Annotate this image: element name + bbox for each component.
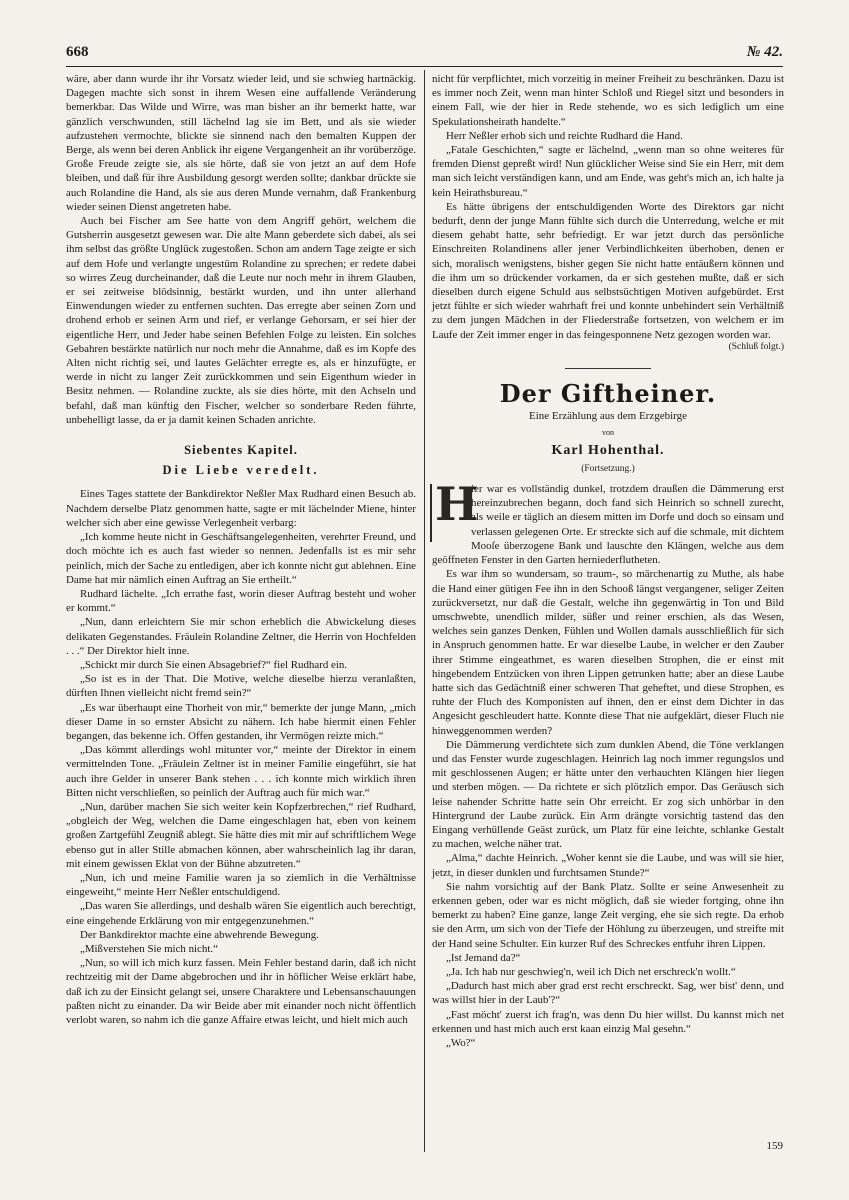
paragraph: Rudhard lächelte. „Ich errathe fast, worin dieser Auftrag besteht und woher er kommt.“ [66, 587, 416, 615]
continuation-note: (Schluß folgt.) [728, 341, 784, 352]
paragraph: „Schickt mir durch Sie einen Absagebrief?“ fiel Rudhard ein. [80, 658, 348, 671]
paragraph: „Ist Jemand da?“ [446, 951, 521, 964]
story-first-paragraph [432, 477, 784, 567]
paragraph: „Es war überhaupt eine Thorheit von mir,“ bemerkte der junge Mann, „mich dieser Dame in so ernster Absicht zu nähern. Ich habe hiermit einen Fehler begangen, das bekenne ich. Offen gestanden, ihr Vermögen reizte mich.“ [66, 701, 416, 742]
paragraph: „Dadurch hast mich aber grad erst recht erschreckt. Sag, wer bist' denn, und was willst hier in der Laub'?“ [432, 980, 784, 1007]
chapter-subheading: Die Liebe veredelt. [162, 463, 320, 478]
paragraph: „So ist es in der That. Die Motive, welche dieselbe hierzu veranlaßten, dürften Ihnen vielleicht nicht fremd sein?“ [66, 673, 416, 700]
paragraph: Auch bei Fischer am See hatte von dem Angriff gehört, welchem die Gutsherrin ausgesetzt gewesen war. Die alte Mann geberdete sich dabei, als sei ihm selbst das größte Unglück zugestoßen. Schon am andern Tage zeigte er sich auf dem Hofe und verlangte ungestüm Rolandine zu sprechen; er redete dabei so wirres Zeug durcheinander, daß die Leute nur noch mehr in ihrem Glauben, er sei zeitweise blödsinnig, bestärkt wurden, und ihn unter allerhand Einwendungen wieder zu entfernen suchten. Das erregte aber seinen Zorn und drohend erhob er seinen Arm und rief, er verlange Gehorsam, er sei hier der eigentliche Herr, und Jeder habe seinen Befehlen Folge zu leisten. Ein solches Gebahren bestärkte natürlich nur noch mehr die Annahme, daß es im Kopfe des Alten nicht richtig sei, und lautes Gelächter erregte es, als er hinzufügte, er werde in nicht zu langer Zeit zurückkommen und sein Eigenthum wieder in Besitz nehmen. — Rolandine zuckte, als sie dies hörte, mit den Achseln und befahl, daß man künftig den Fischer, welcher so sonderbare Reden führte, unbehelligt lasse, da er ja damit keinen Schaden anrichte. [66, 215, 416, 426]
paragraph: „Nun, dann erleichtern Sie mir schon erheblich die Abwickelung dieses delikaten Gegenstandes. Fräulein Rolandine Zeltner, die Herrin von Hochfelden . . .“ Der Direktor hielt inne. [66, 616, 416, 657]
paragraph: Es war ihm so wundersam, so traum-, so märchenartig zu Muthe, als habe die Hand einer gütigen Fee ihn in den Schooß längst vergangener, seliger Zeiten zurückversetzt, nur daß die Gestalt, welche ihn gegenwärtig in Ton und Bild umschwebte, unendlich milder, süßer und reiner erschien, als das Wesen, welches sein ganzes Denken, Fühlen und Wollen damals ausschließlich für sich in Anspruch genommen hatte. Er war dieselbe Laube, in welcher er den Zauber ihrer Stimme eingeathmet, es waren dieselben Strophen, die er einst mit hingebendem Entzücken von ihren Lippen getrunken hatte; aber an diese Laube hatte sich das Gedächtniß einer schweren That geheftet, und diese Strophen, es ruhte der Fluch des Komponisten auf ihnen, den er einst dem Dichter in das Angesicht geschleudert hatte. Konnte diese That nie aufgeklärt, dieser Fluch nie hinweggenommen werden? [432, 568, 784, 737]
page-header [66, 44, 783, 66]
paragraph: Die Dämmerung verdichtete sich zum dunklen Abend, die Töne verklangen und das Fenster wurde zugeschlagen. Heinrich lag noch immer regungslos und mit geschlossenen Augen; er hätte unter den verhauchten Klängen hier liegen und sterben mögen. — Da richtete er sich plötzlich empor. Das Geräusch sich leise nahender Schritte hatte sein Ohr erreicht. Er zog sich unhörbar in den Hintergrund der Laube zurück. Ein Arm drängte vorsichtig tastend das den Eingang verhüllende Geäst zurück, um Platz für eine leichte, schlanke Gestalt zu machen, welche näher trat. [432, 738, 784, 851]
chapter-heading: Siebentes Kapitel. [184, 443, 298, 458]
paragraph: Eines Tages stattete der Bankdirektor Neßler Max Rudhard einen Besuch ab. Nachdem derselbe Platz genommen hatte, sagte er mit lächelnder Miene, hinter welcher sich aber eine gewisse Verlegenheit verbarg: [66, 488, 416, 529]
paragraph: „Wo?“ [446, 1037, 476, 1049]
issue-number: № 42. [746, 44, 783, 60]
story-continuation-label: (Fortsetzung.) [581, 463, 635, 474]
paragraph: „Mißverstehen Sie mich nicht.“ [80, 942, 218, 955]
paragraph: wäre, aber dann wurde ihr ihr Vorsatz wieder leid, und sie schwieg hartnäckig. Dagegen machte sich sonst in ihrem Wesen eine auffallende Veränderung bemerkbar. Das Wilde und Wirre, was man bisher an ihr bemerkt hatte, war gänzlich verschwunden, still lächelnd lag sie im Bett, und als sie wieder aufzustehen vermochte, blickte sie sinnend nach den bemalten Kuppen der Berge, als wenn bei deren Anblick ihr eigene Vergangenheit an ihr vorüberzöge. Große Freude zeigte sie, als sie hörte, daß sie von jetzt an auf dem Hofe bleiben, und daß für ihre Ausbildung gesorgt werden sollte; dankbar drückte sie auch Rolandine die Hand, als sie aus deren Munde vernahm, daß Frankenburg wieder seinen Dienst angetreten habe. [66, 73, 416, 213]
footer-page-number: 159 [766, 1140, 783, 1152]
story-subtitle: Eine Erzählung aus dem Erzgebirge [528, 410, 687, 423]
column-divider [424, 70, 425, 1152]
paragraph: Herr Neßler erhob sich und reichte Rudhard die Hand. [446, 129, 683, 142]
paragraph: nicht für verpflichtet, mich vorzeitig in meiner Freiheit zu beschränken. Dazu ist es immer noch Zeit, wenn man hinter Schloß und Riegel sitzt und besonders in einem Fall, wie der hier in Rede stehende, wo es sich lediglich um eine Spekulationsheirath handelte.“ [432, 73, 784, 128]
paragraph: „Fast möcht' zuerst ich frag'n, was denn Du hier willst. Du kannst mich net erkennen und hast mich auch erst kaan einzig Mal gesehn.“ [432, 1008, 784, 1035]
left-column [66, 72, 416, 1027]
paragraph: „Das waren Sie allerdings, und deshalb wären Sie eigentlich auch berechtigt, eine eingehende Erklärung von mir entgegenzunehmen.“ [66, 900, 416, 927]
story-first-paragraph-text: ier war es vollständig dunkel, trotzdem draußen die Dämmerung erst hereinzubrechen begann, doch fand sich Heinrich so schnell zurecht, als weile er täglich an diesem mitten im Dorfe und doch so einsam und verlassen gelegenen Orte. Er streckte sich auf die schmale, mit dichtem Mooſe überzogene Bank und lauschte den Klängen, welche aus dem geöffneten Fenster in den Garten herniederflutheten. [432, 483, 784, 567]
paragraph: „Fatale Geschichten,“ sagte er lächelnd, „wenn man so ohne weiteres für fremden Dienst gepreßt wird! Nun glücklicher Weise sind Sie ein Herr, mit dem man sich leicht verständigen kann, und am Ende, was geht's mich an, ich halte ja kein Heirathsbureau.“ [432, 144, 784, 199]
header-rule [66, 66, 783, 67]
paragraph: Es hätte übrigens der entschuldigenden Worte des Direktors gar nicht bedurft, denn der junge Mann fühlte sich durch die Unterredung, welche er mit diesem gehabt hatte, sehr befriedigt. Er war jetzt durch das persönliche Einschreiten Rolandinens aller jener Verbindlichkeiten überhoben, denen er sich, moralisch wenigstens, bisher gegen Sie nicht hatte entäußern können und die ihm um so drückender vorkamen, da er sich gestehen mußte, daß er sich dieselben durch eigene Schuld aus selbstsüchtigen Motiven aufgebürdet. Erst jetzt fühlte er sich wieder wahrhaft frei und konnte unbehindert sein Verhältniß zu dem jungen Mädchen in der Fliederstraße fortsetzen, von welchem er im Laufe der Zeit immer enger in das feingesponnene Netz gezogen worden war. [432, 200, 784, 341]
story-byline-von: von [602, 428, 614, 438]
right-column [432, 72, 784, 1050]
section-rule [565, 368, 651, 369]
story-author: Karl Hohenthal. [551, 442, 665, 458]
paragraph: „Ja. Ich hab nur geschwieg'n, weil ich Dich net erschreck'n wollt.“ [446, 965, 736, 978]
paragraph: „Alma,“ dachte Heinrich. „Woher kennt sie die Laube, und was will sie hier, jetzt, in dieser dunklen und furchtsamen Stunde?“ [432, 852, 784, 879]
dropcap-initial: H [430, 484, 467, 542]
page-number: 668 [66, 44, 89, 60]
paragraph: „Nun, so will ich mich kurz fassen. Mein Fehler bestand darin, daß ich nicht rechtzeitig mit der Dame abgebrochen und ihr in höflicher Weise erklärt habe, daß ich zu der Einsicht gelangt sei, unsere Charaktere und Lebensanschauungen paßten nicht zu einander. Da wir Beide aber mit einander noch nicht öffentlich verlobt waren, so nahm ich die ganze Affaire etwas leicht, und hielt mich auch [66, 957, 416, 1026]
story-title: Der Giftheiner. [499, 379, 717, 409]
paragraph: „Nun, darüber machen Sie sich weiter kein Kopfzerbrechen,“ rief Rudhard, „obgleich der Weg, welchen die Dame eingeschlagen hat, eben von keinem großen Zartgefühl Zeugniß ablegt. Sie hätte dies mit mir auf schriftlichem Wege ebenso gut in aller Stille abmachen können, aber wahrscheinlich lag ihr daran, mit einem gewissen Eklat von der Bühne abzutreten.“ [66, 800, 416, 870]
paragraph: „Nun, ich und meine Familie waren ja so ziemlich in die Verhältnisse eingeweiht,“ meinte Herr Neßler entschuldigend. [66, 871, 416, 899]
paragraph: „Ich komme heute nicht in Geschäftsangelegenheiten, verehrter Freund, und doch möchte ich es auch fast wieder so nennen. Jedenfalls ist es mir sehr peinlich, mich der Sache zu entledigen, aber ich konnte nicht gut ablehnen. Eine Dame hat mir nämlich einen Auftrag an Sie ertheilt.“ [66, 531, 416, 586]
paragraph: „Das kömmt allerdings wohl mitunter vor,“ meinte der Direktor in einem vermittelnden Tone. „Fräulein Zeltner ist in meiner Familie eingeführt, sie hat auch ihre Gelder in unserer Bank stehen . . . ich konnte mich wirklich ihren Bitten nicht verschließen, so peinlich der Auftrag auch für mich war.“ [66, 744, 416, 799]
paragraph: Der Bankdirektor machte eine abwehrende Bewegung. [80, 928, 319, 941]
paragraph: Sie nahm vorsichtig auf der Bank Platz. Sollte er seine Anwesenheit zu erkennen geben, oder war es nicht möglich, daß sie wieder fortging, ohne ihn bemerkt zu haben? Eine ganze, lange Zeit verging, ehe sie sich regte. Da erhob sie den Arm, um sich von der Tiefe der Höhlung zu überzeugen, und streifte mit der Hand seine Schulter. Ein kurzer Ruf des Schreckes entfuhr ihren Lippen. [432, 880, 784, 950]
